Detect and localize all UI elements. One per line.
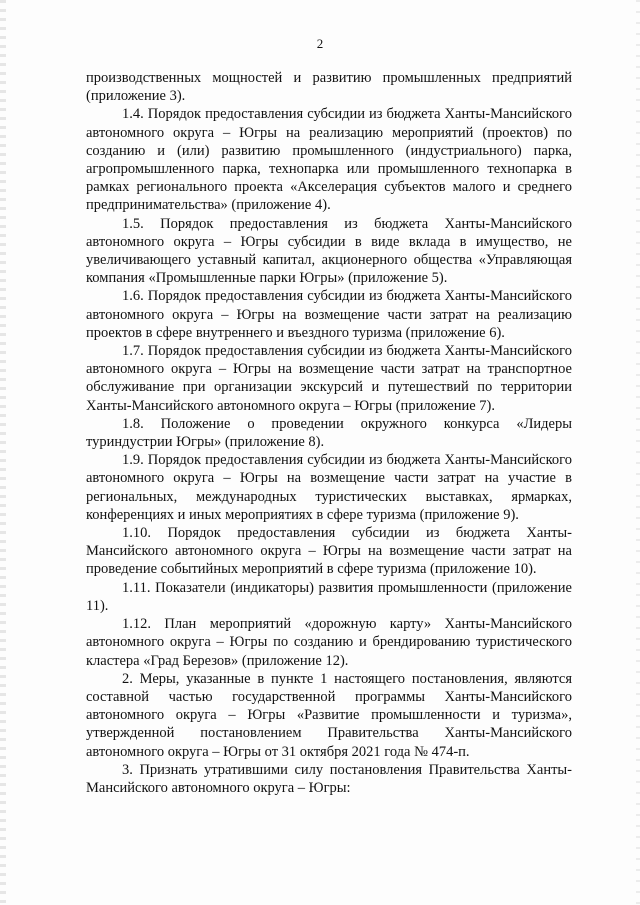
paragraph-1-7: 1.7. Порядок предоставления субсидии из бюджета Ханты-Мансийского автономного округа – Югры на возмещение части затрат на транспортное обслуживание при организации экскурсий и путешествий по территории Ханты-Мансийского автономного округа – Югры (приложение 7). (86, 343, 572, 414)
paragraph-continuation: производственных мощностей и развитию промышленных предприятий (приложение 3). (86, 70, 572, 105)
paragraph-1-10: 1.10. Порядок предоставления субсидии из бюджета Ханты-Мансийского автономного округа – Югры на возмещение части затрат на проведение событийных мероприятий в сфере туризма (приложение 10). (86, 525, 572, 578)
document-body (86, 69, 572, 797)
paragraph-1-8: 1.8. Положение о проведении окружного конкурса «Лидеры туриндустрии Югры» (приложение 8). (86, 415, 572, 451)
paragraph-1-4: 1.4. Порядок предоставления субсидии из бюджета Ханты-Мансийского автономного округа – Югры на реализацию мероприятий (проектов) по созданию и (или) развитию промышленного (индустриального) парка, агропромышленного парка, технопарка или промышленного технопарка в рамках регионального проекта «Акселерация субъектов малого и среднего предпринимательства» (приложение 4). (86, 106, 572, 214)
paragraph-3: 3. Признать утратившими силу постановления Правительства Ханты-Мансийского автономного округа – Югры: (86, 761, 572, 796)
paragraph-1-6: 1.6. Порядок предоставления субсидии из бюджета Ханты-Мансийского автономного округа – Югры на возмещение части затрат на реализацию проектов в сфере внутреннего и въездного туризма (приложение 6). (86, 288, 572, 341)
paragraph-1-11: 1.11. Показатели (индикаторы) развития промышленности (приложение 11). (86, 579, 572, 614)
paragraph-1-5: 1.5. Порядок предоставления из бюджета Ханты-Мансийского автономного округа – Югры субсидии в виде вклада в имущество, не увеличивающего уставный капитал, акционерного общества «Управляющая компания «Промышленные парки Югры» (приложение 5). (86, 215, 572, 287)
scan-edge-left (0, 0, 6, 905)
paragraph-1-9: 1.9. Порядок предоставления субсидии из бюджета Ханты-Мансийского автономного округа – Югры на возмещение части затрат на участие в региональных, международных туристических выставках, ярмарках, конференциях и иных мероприятиях в сфере туризма (приложение 9). (86, 452, 572, 523)
paragraph-1-12: 1.12. План мероприятий «дорожную карту» Ханты-Мансийского автономного округа – Югры по созданию и брендированию туристического кластера «Град Березов» (приложение 12). (86, 616, 572, 669)
page-number: 2 (316, 36, 324, 51)
paragraph-2: 2. Меры, указанные в пункте 1 настоящего постановления, являются составной частью государственной программы Ханты-Мансийского автономного округа – Югры «Развитие промышленности и туризма», утвержденной постановлением Правительства Ханты-Мансийского автономного округа – Югры от 31 октября 2021 года № 474-п. (86, 670, 572, 760)
scan-edge-right (636, 0, 640, 905)
